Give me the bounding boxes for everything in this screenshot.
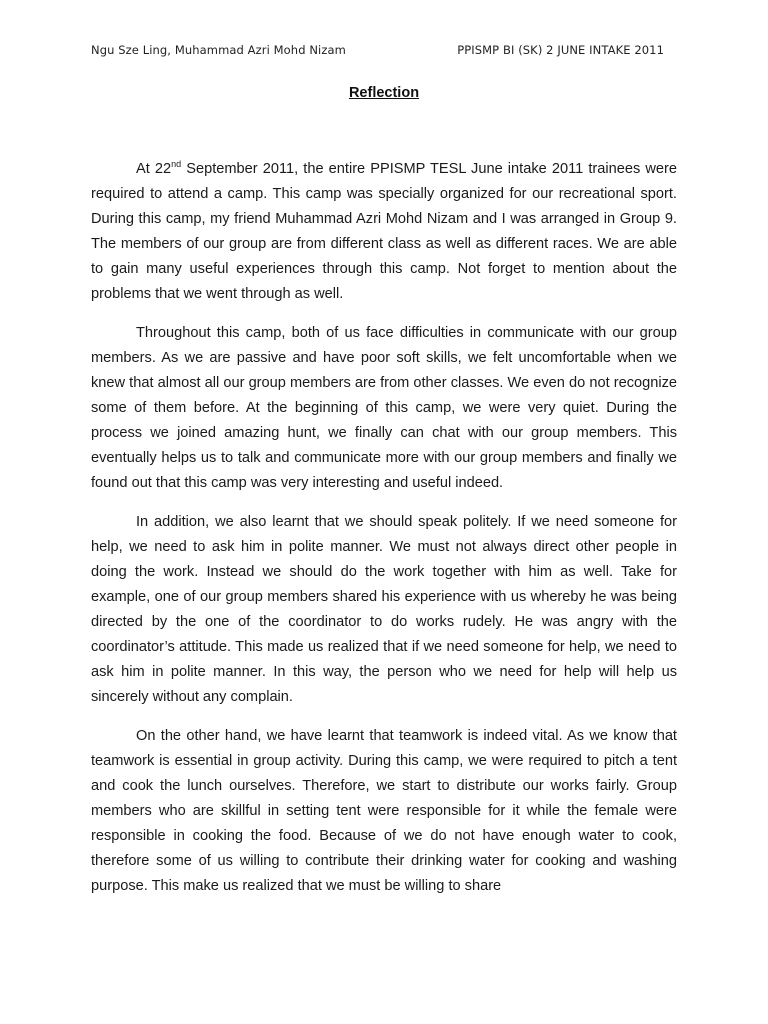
page-title: Reflection	[348, 85, 420, 101]
ordinal-suffix: nd	[171, 159, 182, 170]
paragraph-1	[91, 157, 677, 308]
header-course: PPISMP BI (SK) 2 JUNE INTAKE 2011	[457, 43, 664, 57]
header-authors: Ngu Sze Ling, Muhammad Azri Mohd Nizam	[91, 43, 346, 57]
paragraph-1-start: At 22	[136, 161, 172, 177]
document-body	[91, 157, 677, 913]
paragraph-1-rest: September 2011, the entire PPISMP TESL June intake 2011 trainees were required to attend a camp. This camp was specially organized for our recreational sport. During this camp, my friend Muhammad Azri Mohd Nizam and I was arranged in Group 9. The members of our group are from different class as well as different races. We are able to gain many useful experiences through this camp. Not forget to mention about the problems that we went through as well.	[91, 161, 677, 303]
paragraph-3: In addition, we also learnt that we should speak politely. If we need someone for help, we need to ask him in polite manner. We must not always direct other people in doing the work. Instead we should do the work together with him as well. Take for example, one of our group members shared his experience with us whereby he was being directed by the one of the coordinator to do works rudely. He was angry with the coordinator’s attitude. This made us realized that if we need someone for help, we need to ask him in polite manner. In this way, the person who we need for help will help us sincerely without any complain.	[91, 513, 677, 706]
paragraph-2: Throughout this camp, both of us face difficulties in communicate with our group members. As we are passive and have poor soft skills, we felt uncomfortable when we knew that almost all our group members are from other classes. We even do not recognize some of them before. At the beginning of this camp, we were very quiet. During the process we joined amazing hunt, we finally can chat with our group members. This eventually helps us to talk and communicate more with our group members and finally we found out that this camp was very interesting and useful indeed.	[91, 324, 677, 492]
paragraph-4: On the other hand, we have learnt that teamwork is indeed vital. As we know that teamwork is essential in group activity. During this camp, we were required to pitch a tent and cook the lunch ourselves. Therefore, we start to distribute our works fairly. Group members who are skillful in setting tent were responsible for it while the female were responsible in cooking the food. Because of we do not have enough water to cook, therefore some of us willing to contribute their drinking water for cooking and washing purpose. This make us realized that we must be willing to share	[91, 727, 677, 895]
